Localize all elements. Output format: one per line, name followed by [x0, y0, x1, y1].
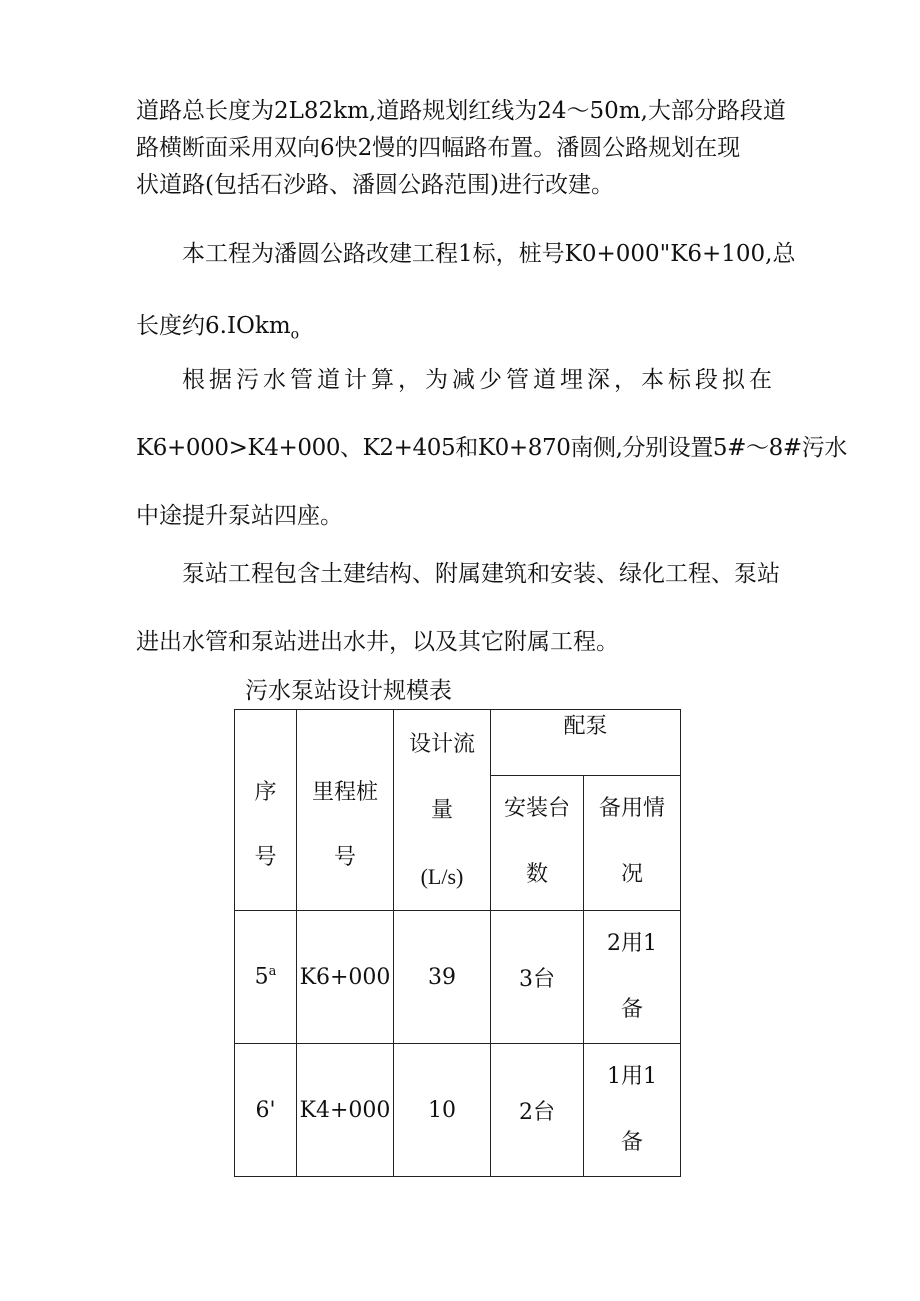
header-backup: [584, 775, 681, 910]
text-line: K6+000>K4+000、K2+405和K0+870南侧,分别设置5#～8#污水: [136, 435, 847, 461]
paragraph-road-length: [136, 93, 786, 204]
table-caption: 污水泵站设计规模表: [245, 678, 452, 704]
cell-install: 3台: [491, 911, 584, 1044]
cell-text: 备: [620, 1130, 643, 1155]
paragraph-pump-works: [136, 540, 786, 676]
cell-text: 1用1: [607, 1064, 657, 1089]
table-header-row: [235, 710, 681, 776]
cell-seq: [235, 911, 297, 1044]
cell-flow: 10: [394, 1044, 491, 1177]
text-line: 状道路(包括石沙路、潘圆公路范围)进行改建。: [136, 172, 614, 198]
header-text: 安装台: [503, 795, 570, 821]
cell-station: K6+000: [297, 911, 394, 1044]
cell-text: 备: [620, 997, 643, 1022]
text-line: 中途提升泵站四座。: [136, 503, 343, 529]
header-text: 数: [525, 861, 548, 887]
table-row: [235, 911, 681, 1044]
header-text: 况: [620, 861, 643, 887]
header-text: 序: [254, 780, 277, 805]
text-fragment: 长度约6.IOkm: [136, 313, 291, 339]
header-install: [491, 775, 584, 910]
text-line: 本工程为潘圆公路改建工程1标，桩号K0+000"K6+100,总: [182, 241, 796, 267]
subscript: o: [290, 326, 300, 343]
header-pump: 配泵: [491, 710, 681, 776]
cell-seq: 6': [235, 1044, 297, 1177]
header-text: 量: [430, 798, 453, 823]
text-line: 进出水管和泵站进出水井，以及其它附属工程。: [136, 629, 619, 655]
text-line: 根据污水管道计算，为减少管道埋深，本标段拟在: [182, 367, 776, 393]
header-text: 备用情: [598, 795, 665, 821]
paragraph-pump-stations: [136, 346, 847, 550]
text-line: 道路总长度为2L82km,道路规划红线为24～50m,大部分路段道: [136, 98, 786, 124]
superscript: a: [268, 964, 277, 980]
text-line: 路横断面采用双向6快2慢的四幅路布置。潘圆公路规划在现: [136, 135, 741, 161]
cell-station: K4+000: [297, 1044, 394, 1177]
header-text: 号: [254, 845, 277, 870]
text-line: 泵站工程包含土建结构、附属建筑和安装、绿化工程、泵站: [182, 561, 780, 587]
header-seq: [235, 710, 297, 911]
cell-backup: [584, 1044, 681, 1177]
header-text: (L/s): [420, 864, 464, 889]
cell-backup: [584, 911, 681, 1044]
header-text: 里程桩: [311, 780, 378, 805]
cell-text: 5: [254, 964, 269, 990]
header-station: [297, 710, 394, 911]
cell-install: 2台: [491, 1044, 584, 1177]
pump-station-table: [234, 709, 681, 1177]
cell-flow: 39: [394, 911, 491, 1044]
cell-text: 2用1: [607, 931, 657, 956]
table-row: [235, 1044, 681, 1177]
header-flow: [394, 710, 491, 911]
header-text: 设计流: [408, 732, 475, 757]
header-text: 号: [333, 845, 356, 870]
